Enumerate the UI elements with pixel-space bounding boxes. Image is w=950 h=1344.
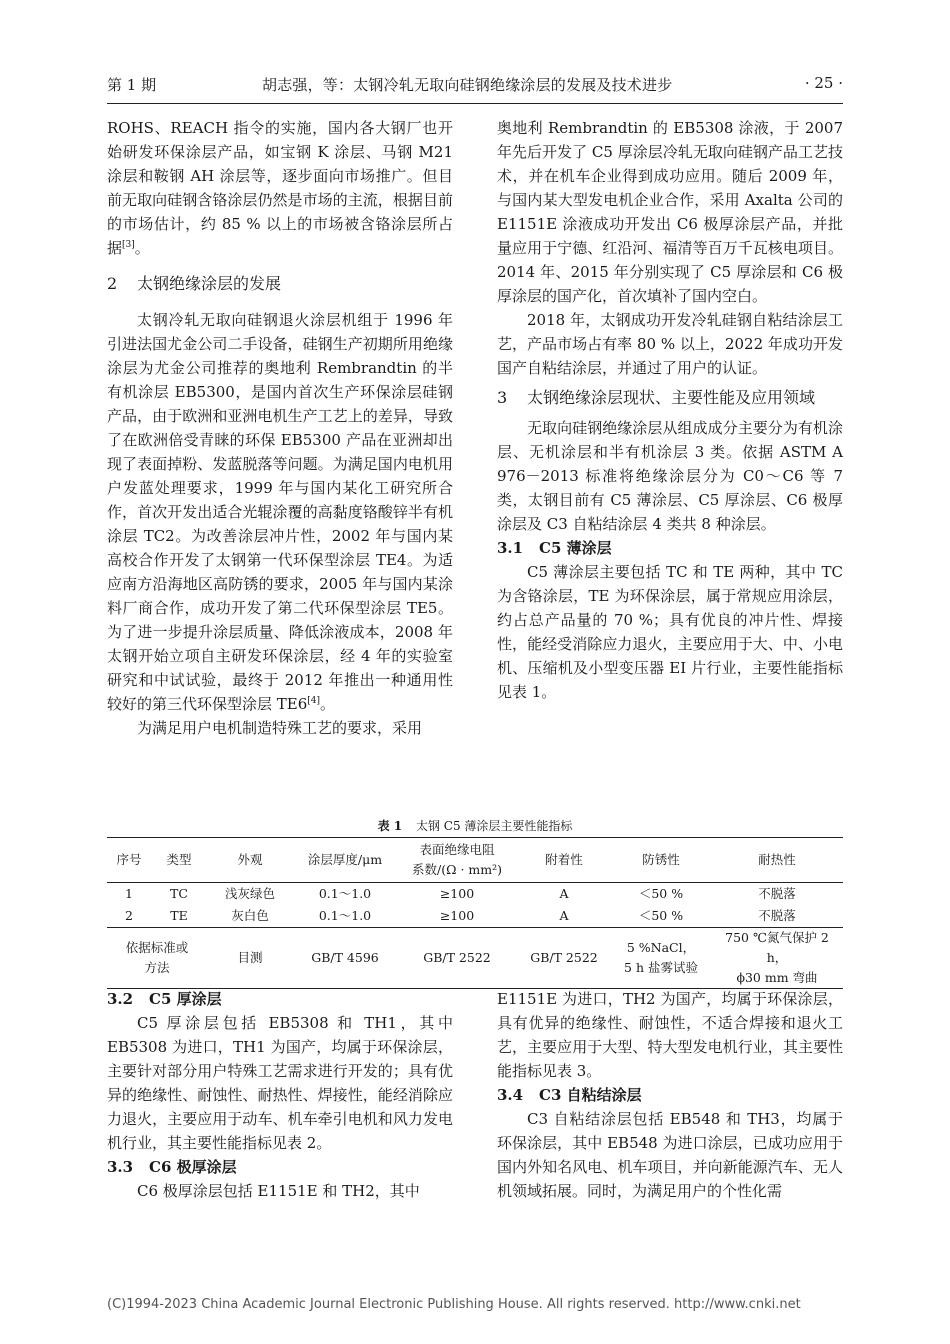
cell: 不脱落 — [758, 908, 796, 923]
cell: ＜50 % — [638, 908, 684, 923]
paragraph-development: 太钢冷轧无取向硅钢退火涂层机组于 1996 年引进法国尤金公司二手设备，硅钢生产初期所用绝缘涂层为尤金公司推荐的奥地利 Rembrandtin 的半有机涂层 EB5300，是国内首次生产环保涂层硅钢产品，由于欧洲和亚洲电机生产工艺上的差异，导致了在欧洲倍受青睐的环保 EB5300 产品在亚洲却出现了表面掉粉、发蓝脱落等问题。为满足国内电机用户发蓝处理要求，1999 年与国内某化工研究所合作，首次开发出适合光辊涂覆的高黏度铬酸锌半有机涂层 TC2。为改善涂层冲片性，2002 年与国内某高校合作开发了太钢第一代环保型涂层 TE4。为适应南方沿海地区高防锈的要求，2005 年与国内某涂料厂商合作，成功开发了第二代环保型涂层 TE5。为了进一步提升涂层质量、降低涂液成本，2008 年太钢开始立项自主研发环保涂层，经 4 年的实验室研究和中试试验，最终于 2012 年推出一种通用性较好的第三代环保型涂层 TE6[4]。 — [107, 311, 453, 713]
table-row — [107, 883, 843, 906]
cell: ≥100 — [439, 886, 475, 901]
header-rule — [107, 103, 843, 104]
citation-3: [3] — [122, 240, 135, 250]
basis-adhesion: GB/T 2522 — [517, 928, 611, 989]
table-1-caption — [107, 817, 843, 834]
left-column — [107, 116, 453, 740]
right-column-bottom — [497, 987, 843, 1203]
table-1-label: 表 1 — [377, 819, 403, 833]
cell: 0.1～1.0 — [318, 908, 372, 923]
header-resistance-line1: 表面绝缘电阻 — [419, 842, 495, 857]
table-1-title: 太钢 C5 薄涂层主要性能指标 — [415, 819, 573, 833]
basis-label: 依据标准或 方法 — [107, 928, 207, 989]
subsection-3-3-title: C6 极厚涂层 — [149, 1158, 237, 1176]
cell: 不脱落 — [758, 886, 796, 901]
cell: 0.1～1.0 — [318, 886, 372, 901]
header-type: 类型 — [151, 838, 207, 883]
cell: A — [559, 908, 569, 923]
cell: A — [559, 886, 569, 901]
basis-appearance: 目测 — [207, 928, 293, 989]
subsection-3-4-heading — [497, 1083, 843, 1107]
page-number: · 25 · — [804, 74, 843, 92]
cell: 2 — [125, 908, 133, 923]
subsection-3-3-heading — [107, 1155, 453, 1179]
basis-heat: 750 ℃氮气保护 2 h， ϕ30 mm 弯曲 — [711, 928, 843, 989]
paragraph-section-3: 无取向硅钢绝缘涂层从组成成分主要分为有机涂层、无机涂层和半有机涂层 3 类。依据 ASTM A 976－2013 标准将绝缘涂层分为 C0～C6 等 7 类，太钢目前有 C5 薄涂层、C5 厚涂层、C6 极厚涂层及 C3 自粘结涂层 4 类共 8 种涂层。 — [497, 419, 843, 533]
subsection-3-2-number: 3.2 — [107, 990, 134, 1008]
cell: ≥100 — [439, 908, 475, 923]
subsection-3-1-title: C5 薄涂层 — [539, 539, 612, 557]
header-resistance — [397, 838, 517, 883]
basis-resistance: GB/T 2522 — [397, 928, 517, 989]
header-rust: 防锈性 — [611, 838, 711, 883]
paragraph-3-4: C3 自粘结涂层包括 EB548 和 TH3，均属于环保涂层，其中 EB548 为进口涂层，已成功应用于国内外知名风电、机车项目，并向新能源汽车、无人机领域拓展。同时，为满足用户的个性化需 — [497, 1110, 843, 1200]
section-2-heading — [107, 272, 453, 296]
cell: 浅灰绿色 — [224, 886, 275, 901]
section-3-number: 3 — [497, 388, 508, 407]
table-basis-row — [107, 928, 843, 989]
issue-number: 第 1 期 — [107, 76, 157, 94]
section-3-heading — [497, 386, 843, 410]
paragraph-3-2: C5 厚涂层包括 EB5308 和 TH1，其中 EB5308 为进口，TH1 为国产，均属于环保涂层，主要针对部分用户特殊工艺需求进行开发的；具有优异的绝缘性、耐蚀性、耐热性、焊接性，能经消除应力退火，主要应用于动车、机车牵引电机和风力发电机行业，其主要性能指标见表 2。 — [107, 1014, 453, 1152]
right-column — [497, 116, 843, 704]
copyright-footer: (C)1994-2023 China Academic Journal Electronic Publishing House. All rights reserved. http://www.cnki.net — [107, 1297, 801, 1312]
table-1 — [107, 837, 843, 989]
cell: ＜50 % — [638, 886, 684, 901]
basis-thickness: GB/T 4596 — [293, 928, 397, 989]
paragraph-2018: 2018 年，太钢成功开发冷轧硅钢自粘结涂层工艺，产品市场占有率 80 % 以上，2022 年成功开发国产自粘结涂层，并通过了用户的认证。 — [497, 311, 843, 377]
cell: 1 — [125, 886, 133, 901]
section-2-title: 太钢绝缘涂层的发展 — [137, 274, 282, 293]
subsection-3-4-number: 3.4 — [497, 1086, 524, 1104]
header-heat: 耐热性 — [711, 838, 843, 883]
paragraph-3-3-cont: E1151E 为进口，TH2 为国产，均属于环保涂层，具有优异的绝缘性、耐蚀性，不适合焊接和退火工艺，主要应用于大型、特大型发电机行业，其主要性能指标见表 3。 — [497, 990, 843, 1080]
paragraph-special-process: 为满足用户电机制造特殊工艺的要求，采用 — [137, 719, 423, 737]
paragraph-thick-coating-history: 奥地利 Rembrandtin 的 EB5308 涂液，于 2007 年先后开发了 C5 厚涂层冷轧无取向硅钢产品工艺技术，并在机车企业得到成功应用。随后 2009 年，与国内某大型发电机企业合作，采用 Axalta 公司的 E1151E 涂液成功开发出 C6 极厚涂层产品，并批量应用于宁德、红沿河、福清等百万千瓦核电项目。2014 年、2015 年分别实现了 C5 厚涂层和 C6 极厚涂层的国产化，首次填补了国内空白。 — [497, 119, 843, 305]
subsection-3-1-number: 3.1 — [497, 539, 524, 557]
cell: TC — [170, 886, 188, 901]
cell: TE — [170, 908, 188, 923]
subsection-3-2-heading — [107, 987, 453, 1011]
cell: 灰白色 — [231, 908, 269, 923]
header-resistance-line2: 系数/(Ω · mm²) — [412, 862, 502, 877]
paragraph-3-1: C5 薄涂层主要包括 TC 和 TE 两种，其中 TC 为含铬涂层，TE 为环保涂层，属于常规应用涂层，约占总产品量的 70 %；具有优良的冲片性、焊接性，能经受消除应力退火，主要应用于大、中、小电机、压缩机及小型变压器 EI 片行业，主要性能指标见表 1。 — [497, 563, 843, 701]
citation-4: [4] — [307, 696, 321, 706]
paragraph-intro: ROHS、REACH 指令的实施，国内各大钢厂也开始研发环保涂层产品，如宝钢 K 涂层、马钢 M21 涂层和鞍钢 AH 涂层等，逐步面向市场推广。但目前无取向硅钢含铬涂层仍然是市场的主流，根据目前的市场估计，约 85 % 以上的市场被含铬涂层所占据[3]。 — [107, 119, 453, 257]
section-3-title: 太钢绝缘涂层现状、主要性能及应用领域 — [527, 388, 816, 407]
header-adhesion: 附着性 — [517, 838, 611, 883]
header-thickness: 涂层厚度/μm — [293, 838, 397, 883]
paragraph-3-3-start: C6 极厚涂层包括 E1151E 和 TH2，其中 — [137, 1182, 420, 1200]
header-index: 序号 — [107, 838, 151, 883]
subsection-3-3-number: 3.3 — [107, 1158, 134, 1176]
running-title: 胡志强，等：太钢冷轧无取向硅钢绝缘涂层的发展及技术进步 — [262, 76, 673, 94]
table-row — [107, 905, 843, 928]
header-appearance: 外观 — [207, 838, 293, 883]
section-2-number: 2 — [107, 274, 118, 293]
table-header-row — [107, 838, 843, 883]
left-column-bottom — [107, 987, 453, 1203]
basis-rust: 5 %NaCl， 5 h 盐雾试验 — [611, 928, 711, 989]
subsection-3-1-heading — [497, 536, 843, 560]
subsection-3-4-title: C3 自粘结涂层 — [539, 1086, 642, 1104]
subsection-3-2-title: C5 厚涂层 — [149, 990, 222, 1008]
